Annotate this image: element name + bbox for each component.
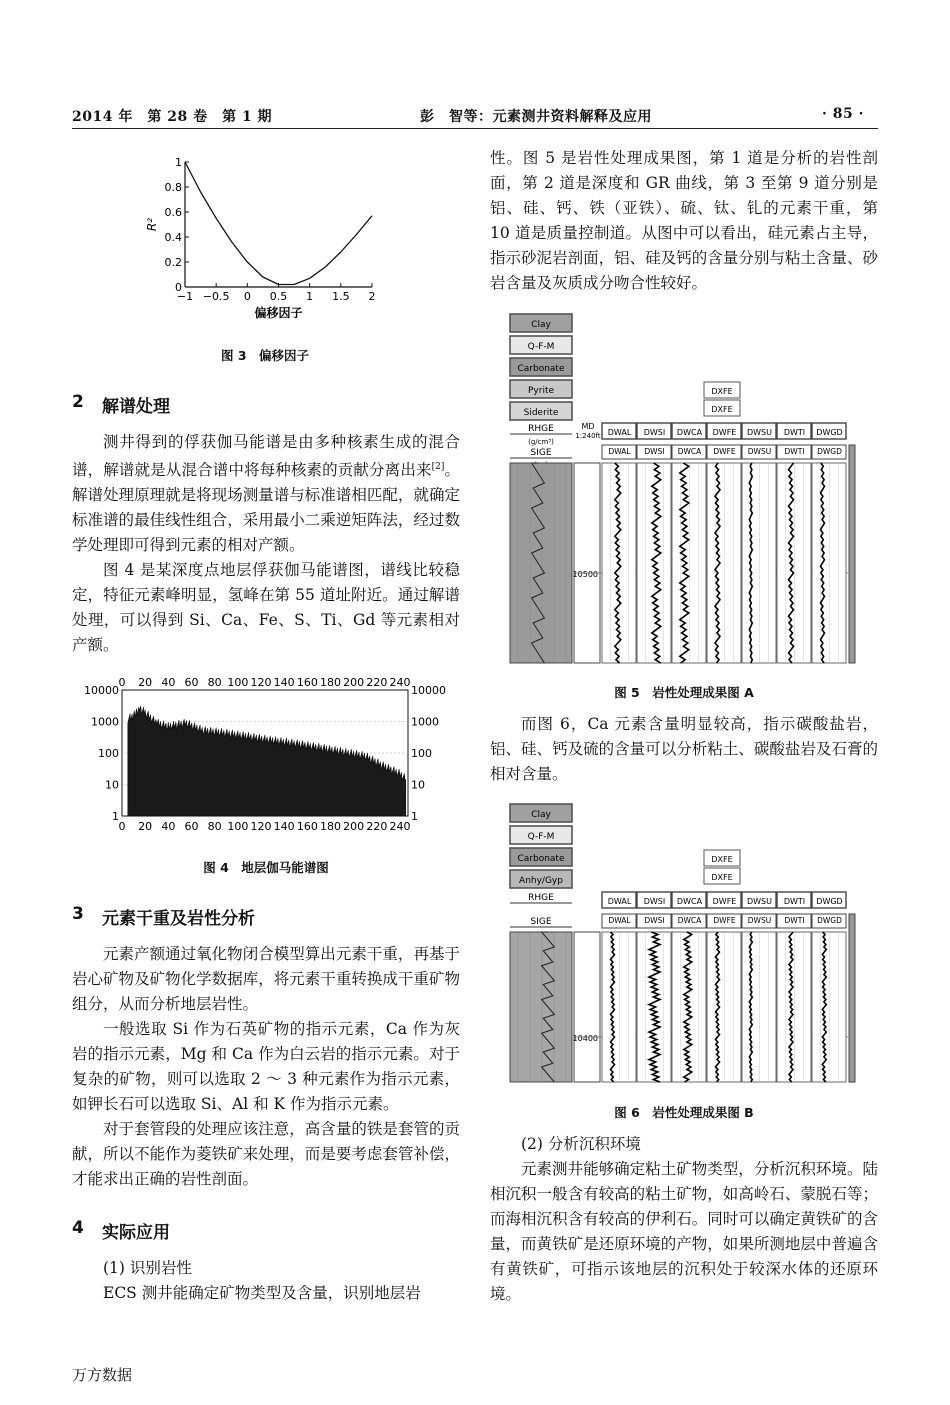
x-tick-label-top: 20 [138, 676, 153, 689]
track-label: DWFE [712, 428, 737, 437]
right-column-bottom [490, 1132, 878, 1307]
track-body [672, 463, 706, 663]
track-body [602, 932, 636, 1082]
md-label: MD [581, 422, 595, 431]
right-column-mid [490, 712, 878, 787]
section-2-number: 2 [72, 392, 84, 412]
track-label: DWTI [783, 897, 806, 906]
sige-label: SIGE [530, 448, 552, 458]
section-3-para-3: 对于套管段的处理应该注意，高含量的铁是套管的贡献，所以不能作为菱铁矿来处理，而是要考虑套管补偿，才能求出正确的岩性剖面。 [72, 1120, 460, 1188]
section-4-body [72, 1256, 460, 1306]
depth-label: 10500 [572, 570, 598, 579]
y-tick-label-left: 100 [98, 747, 119, 760]
header-rule [72, 128, 878, 129]
x-tick-label-bottom: 100 [227, 820, 249, 833]
section-3-para-2: 一般选取 Si 作为石英矿物的指示元素，Ca 作为灰岩的指示元素，Mg 和 Ca 作为白云岩的指示元素。对于复杂的矿物，则可以选取 2 ～ 3 种元素作为指示元素，如钾长石可以选取 Si、Al 和 K 作为指示元素。 [72, 1020, 460, 1113]
x-tick-label: −1 [176, 290, 194, 303]
x-tick-label: −0.5 [202, 290, 230, 303]
section-4-heading: 实际应用 [102, 1223, 170, 1243]
track-label-2: DWGD [817, 447, 842, 456]
x-tick-label-top: 160 [296, 676, 318, 689]
x-tick-label: 1.5 [332, 290, 350, 303]
lithology-column [510, 463, 572, 663]
y-tick-label: 1 [175, 156, 182, 169]
track-label: DWAL [607, 897, 632, 906]
figure-5-caption: 图 5 岩性处理成果图 A [614, 685, 754, 700]
section-3-heading: 元素干重及岩性分析 [102, 909, 255, 929]
x-tick-label-bottom: 60 [184, 820, 199, 833]
qc-track [849, 914, 855, 1082]
figure-4-caption: 图 4 地层伽马能谱图 [203, 860, 329, 875]
x-tick-label-bottom: 240 [389, 820, 411, 833]
x-tick-label-top: 40 [161, 676, 176, 689]
section-3-number: 3 [72, 904, 84, 924]
track-label: DWCA [676, 897, 703, 906]
y-tick-label: 0.6 [164, 206, 182, 219]
legend-label: Carbonate [517, 364, 565, 374]
rhge-unit: (g/cm³) [528, 438, 554, 446]
y-tick-label-left: 1000 [91, 715, 119, 729]
section-4-number: 4 [72, 1218, 84, 1238]
y-axis-label: R² [145, 217, 159, 232]
figure-3-caption: 图 3 偏移因子 [220, 348, 310, 363]
track-body [742, 463, 776, 663]
y-tick-label-left: 10 [105, 778, 119, 792]
x-tick-label-bottom: 20 [138, 820, 153, 833]
track-label-2: DWSU [747, 447, 772, 456]
x-tick-label-top: 140 [273, 676, 295, 689]
x-tick-label-bottom: 120 [250, 820, 272, 833]
section-2-para-1: 测井得到的俘获伽马能谱是由多种核素生成的混合谱，解谱就是从混合谱中将每种核素的贡献分离出来[2]。解谱处理原理就是将现场测量谱与标准谱相匹配，就确定标准谱的最佳线性组合，采用最小二乘逆矩阵法，经过数学处理即可得到元素的相对产额。 [72, 433, 460, 555]
track-label: DWSI [643, 897, 666, 906]
figure-4-chart [72, 668, 460, 844]
track-label-2: DWCA [677, 447, 702, 456]
y-tick-label-right: 10000 [411, 684, 446, 697]
x-tick-label-top: 0 [118, 676, 126, 689]
page-number: · 85 · [822, 106, 864, 122]
figure-3-chart [140, 150, 390, 325]
x-tick-label-bottom: 220 [366, 820, 388, 833]
track-label: DWAL [607, 428, 632, 437]
track-label-2: DWTI [784, 447, 805, 456]
x-tick-label: 1 [306, 290, 314, 303]
y-tick-label-left: 10000 [84, 684, 119, 697]
section-3-body [72, 942, 460, 1192]
y-tick-label-right: 10 [411, 778, 425, 792]
subsection-identify-lithology: (1) 识别岩性 [103, 1259, 192, 1277]
track-label: DWTI [783, 428, 806, 437]
rhge-label: RHGE [528, 893, 554, 903]
track-label: DWSU [746, 897, 773, 906]
section-2-para-2: 图 4 是某深度点地层俘获伽马能谱图，谱线比较稳定，特征元素峰明显，氢峰在第 55 道址附近。通过解谱处理，可以得到 Si、Ca、Fe、S、Ti、Gd 等元素相对产额。 [72, 561, 460, 655]
track-label: DWCA [676, 428, 703, 437]
depth-track [574, 932, 600, 1082]
journal-issue: 2014 年 第 28 卷 第 1 期 [72, 109, 273, 125]
x-tick-label-top: 100 [227, 676, 249, 689]
legend-label: Pyrite [527, 386, 555, 396]
x-tick-label-top: 200 [343, 676, 365, 689]
x-tick-label: 0.5 [269, 290, 288, 303]
legend-label: Q-F-M [527, 832, 555, 842]
x-tick-label-top: 80 [207, 676, 222, 689]
legend-label: Clay [531, 320, 551, 330]
x-tick-label: 0 [243, 290, 251, 303]
track-label: DWFE [712, 897, 737, 906]
section-4-para-1: ECS 测井能确定矿物类型及含量，识别地层岩 [103, 1284, 421, 1302]
track-body [812, 932, 846, 1082]
track-label-2: DWSI [644, 447, 665, 456]
track-label-2: DWFE [713, 916, 736, 925]
legend-label: Carbonate [517, 854, 565, 864]
footer-watermark: 万方数据 [72, 1366, 133, 1384]
section-3-para-1: 元素产额通过氧化物闭合模型算出元素干重，再基于岩心矿物及矿物化学数据库，将元素干重转换成干重矿物组分，从而分析地层岩性。 [72, 945, 460, 1013]
legend-label: Clay [531, 810, 551, 820]
track-label-2: DWAL [608, 447, 631, 456]
y-tick-label: 0 [175, 281, 182, 294]
legend-label: Q-F-M [527, 342, 555, 352]
track-label: DWGD [816, 897, 843, 906]
md-scale: 1:240ft [575, 432, 601, 440]
x-tick-label-bottom: 200 [343, 820, 365, 833]
y-tick-label-right: 100 [411, 747, 432, 760]
track-label: DWSU [746, 428, 773, 437]
x-tick-label-bottom: 0 [118, 820, 126, 833]
x-tick-label-top: 240 [389, 676, 411, 689]
subsection-sedimentary-environment: (2) 分析沉积环境 [521, 1135, 641, 1153]
legend-label: Siderite [523, 408, 559, 418]
track-body [777, 932, 811, 1082]
track-label-2: DWAL [608, 916, 631, 925]
x-tick-label-top: 220 [366, 676, 388, 689]
depth-track [574, 463, 600, 663]
dxfe-label: DXFE [711, 855, 733, 864]
sige-label: SIGE [530, 917, 552, 927]
x-tick-label-top: 180 [320, 676, 341, 689]
citation: [2] [431, 462, 445, 472]
figure-6-caption: 图 6 岩性处理成果图 B [614, 1105, 754, 1120]
x-tick-label-top: 60 [184, 676, 199, 689]
dxfe-label: DXFE [711, 873, 733, 882]
x-tick-label: 2 [368, 290, 376, 303]
y-tick-label-left: 1 [112, 810, 119, 823]
track-label-2: DWCA [677, 916, 702, 925]
track-label: DWSI [643, 428, 666, 437]
y-tick-label: 0.2 [164, 256, 182, 269]
right-para-3: 元素测井能够确定粘土矿物类型，分析沉积环境。陆相沉积一般含有较高的粘土矿物，如高岭石、蒙脱石等；而海相沉积含有较高的伊利石。同时可以确定黄铁矿的含量，而黄铁矿是还原环境的产物，如果所测地层中普遍含有黄铁矿，可指示该地层的沉积处于较深水体的还原环境。 [490, 1160, 878, 1303]
x-tick-label-bottom: 140 [273, 820, 295, 833]
qc-track [849, 445, 855, 663]
x-tick-label-bottom: 180 [320, 820, 341, 833]
track-label-2: DWSI [644, 916, 665, 925]
dxfe-label: DXFE [711, 405, 733, 414]
x-tick-label-top: 120 [250, 676, 272, 689]
right-column-top [490, 146, 878, 296]
x-tick-label-bottom: 40 [161, 820, 176, 833]
figure-5-log-plot [508, 310, 858, 664]
r2-curve [185, 162, 372, 285]
dxfe-label: DXFE [711, 387, 733, 396]
depth-label: 10400 [572, 1034, 598, 1043]
rhge-label: RHGE [528, 424, 554, 434]
right-para-1: 性。图 5 是岩性处理成果图，第 1 道是分析的岩性剖面，第 2 道是深度和 GR 曲线，第 3 至第 9 道分别是铝、硅、钙、铁（亚铁）、硫、钛、钆的元素干重，第 10 道是质量控制道。从图中可以看出，硅元素占主导，指示砂泥岩剖面，铝、硅及钙的含量分别与粘土含量、砂岩含量及灰质成分吻合性较好。 [490, 149, 878, 292]
x-tick-label-bottom: 80 [207, 820, 222, 833]
track-label-2: DWFE [713, 447, 736, 456]
track-body [707, 463, 741, 663]
x-axis-label: 偏移因子 [254, 306, 303, 320]
section-2-body [72, 430, 460, 658]
track-label: DWGD [816, 428, 843, 437]
figure-6-log-plot [508, 800, 858, 1090]
track-label-2: DWSU [747, 916, 772, 925]
x-tick-label-bottom: 160 [296, 820, 318, 833]
track-label-2: DWTI [784, 916, 805, 925]
right-para-2: 而图 6，Ca 元素含量明显较高，指示碳酸盐岩，铝、硅、钙及硫的含量可以分析粘土、碳酸盐岩及石膏的相对含量。 [490, 715, 878, 783]
y-tick-label-right: 1000 [411, 715, 439, 729]
y-tick-label-right: 1 [411, 810, 418, 823]
lithology-column [510, 932, 572, 1082]
track-body [742, 932, 776, 1082]
y-tick-label: 0.8 [164, 181, 182, 194]
track-body [707, 932, 741, 1082]
track-body [812, 463, 846, 663]
running-title: 彭 智等：元素测井资料解释及应用 [420, 109, 652, 125]
section-2-heading: 解谱处理 [102, 397, 170, 417]
track-label-2: DWGD [817, 916, 842, 925]
legend-label: Anhy/Gyp [519, 876, 563, 886]
y-tick-label: 0.4 [164, 231, 182, 244]
